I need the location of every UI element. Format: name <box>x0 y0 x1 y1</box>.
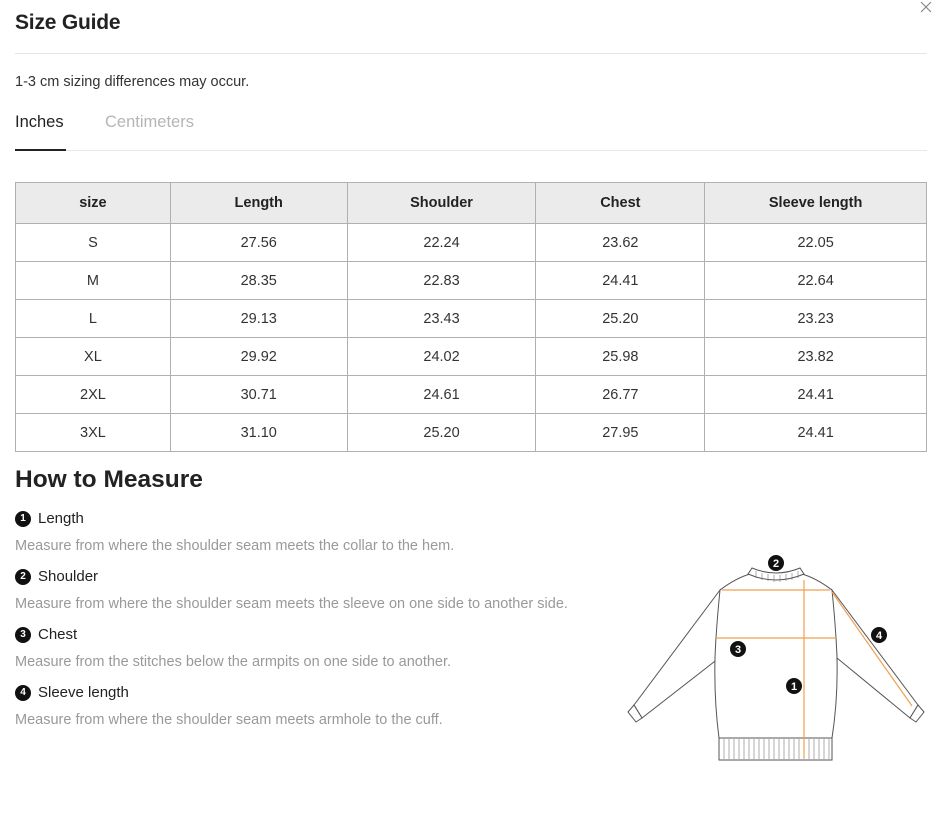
measure-item-chest <box>15 626 451 670</box>
tab-centimeters[interactable]: Centimeters <box>105 113 194 131</box>
table-cell: XL <box>16 338 171 376</box>
table-cell: 29.13 <box>170 300 347 338</box>
table-header-row <box>16 183 927 224</box>
table-cell: 22.83 <box>347 262 536 300</box>
table-cell: 29.92 <box>170 338 347 376</box>
column-header-sleeve-length: Sleeve length <box>705 183 927 224</box>
svg-text:4: 4 <box>875 630 883 642</box>
table-row <box>16 300 927 338</box>
column-header-length: Length <box>170 183 347 224</box>
measure-item-sleeve-length <box>15 684 443 728</box>
table-cell: 31.10 <box>170 414 347 452</box>
table-row <box>16 414 927 452</box>
tab-inches[interactable]: Inches <box>15 113 66 151</box>
measure-item-length <box>15 510 454 554</box>
measure-description: Measure from where the shoulder seam meets the collar to the hem. <box>15 538 455 554</box>
measure-description: Measure from the stitches below the armpits on one side to another. <box>15 654 452 670</box>
table-cell: 25.20 <box>536 300 705 338</box>
table-cell: 23.23 <box>705 300 927 338</box>
number-4-icon: 4 <box>15 685 31 701</box>
table-cell: 22.24 <box>347 224 536 262</box>
table-cell: 3XL <box>16 414 171 452</box>
table-cell: 27.95 <box>536 414 705 452</box>
table-cell: 23.62 <box>536 224 705 262</box>
close-icon[interactable] <box>918 0 934 14</box>
table-row <box>16 338 927 376</box>
sizing-note: 1-3 cm sizing differences may occur. <box>15 74 250 90</box>
number-2-icon: 2 <box>15 569 31 585</box>
table-row <box>16 262 927 300</box>
table-cell: 24.41 <box>705 376 927 414</box>
sweater-measurement-diagram <box>626 550 926 765</box>
table-row <box>16 224 927 262</box>
measure-description: Measure from where the shoulder seam meets the sleeve on one side to another side. <box>15 596 568 612</box>
column-header-chest: Chest <box>536 183 705 224</box>
dialog-title: Size Guide <box>15 11 121 34</box>
number-1-icon: 1 <box>15 511 31 527</box>
measure-item-shoulder <box>15 568 568 612</box>
table-cell: 22.64 <box>705 262 927 300</box>
table-cell: 24.41 <box>705 414 927 452</box>
table-cell: 24.61 <box>347 376 536 414</box>
table-cell: 25.98 <box>536 338 705 376</box>
measure-label: Shoulder <box>38 568 99 585</box>
how-to-measure-title: How to Measure <box>15 466 203 493</box>
svg-text:1: 1 <box>790 681 798 693</box>
table-cell: 26.77 <box>536 376 705 414</box>
table-row <box>16 376 927 414</box>
table-cell: 2XL <box>16 376 171 414</box>
measure-label: Length <box>38 510 84 527</box>
measure-description: Measure from where the shoulder seam meets armhole to the cuff. <box>15 712 443 728</box>
table-cell: 27.56 <box>170 224 347 262</box>
column-header-size: size <box>16 183 171 224</box>
table-cell: 25.20 <box>347 414 536 452</box>
table-cell: 23.43 <box>347 300 536 338</box>
svg-text:2: 2 <box>772 558 780 570</box>
table-cell: 28.35 <box>170 262 347 300</box>
column-header-shoulder: Shoulder <box>347 183 536 224</box>
table-cell: 22.05 <box>705 224 927 262</box>
sweater-icon <box>626 550 926 765</box>
size-table <box>15 182 927 452</box>
table-cell: 23.82 <box>705 338 927 376</box>
table-cell: 30.71 <box>170 376 347 414</box>
header-divider <box>15 53 927 54</box>
measure-label: Sleeve length <box>38 684 129 701</box>
table-cell: M <box>16 262 171 300</box>
number-3-icon: 3 <box>15 627 31 643</box>
svg-text:3: 3 <box>734 644 742 656</box>
table-cell: S <box>16 224 171 262</box>
unit-tabs <box>15 113 927 151</box>
table-cell: L <box>16 300 171 338</box>
measure-label: Chest <box>38 626 78 643</box>
table-cell: 24.02 <box>347 338 536 376</box>
table-cell: 24.41 <box>536 262 705 300</box>
